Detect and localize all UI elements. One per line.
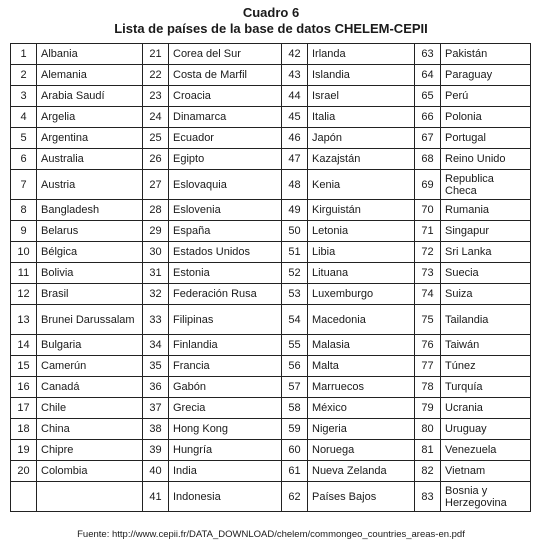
country-name: Francia (169, 356, 282, 377)
country-number: 39 (143, 440, 169, 461)
country-number: 72 (415, 242, 441, 263)
country-name: India (169, 461, 282, 482)
table-row (11, 305, 531, 335)
country-number: 44 (282, 86, 308, 107)
country-number: 19 (11, 440, 37, 461)
country-number: 60 (282, 440, 308, 461)
country-name: Argentina (37, 128, 143, 149)
country-number: 59 (282, 419, 308, 440)
country-number (11, 482, 37, 512)
country-name: Dinamarca (169, 107, 282, 128)
country-name: Irlanda (308, 44, 415, 65)
country-name: Bosnia y Herzegovina (441, 482, 531, 512)
table-row (11, 419, 531, 440)
country-number: 79 (415, 398, 441, 419)
country-name: Países Bajos (308, 482, 415, 512)
table-row (11, 170, 531, 200)
country-name: Luxemburgo (308, 284, 415, 305)
country-name: Vietnam (441, 461, 531, 482)
country-number: 67 (415, 128, 441, 149)
country-number: 70 (415, 200, 441, 221)
country-name: Bangladesh (37, 200, 143, 221)
country-name: Lituana (308, 263, 415, 284)
country-number: 47 (282, 149, 308, 170)
country-number: 65 (415, 86, 441, 107)
country-name: China (37, 419, 143, 440)
country-number: 75 (415, 305, 441, 335)
country-name: Argelia (37, 107, 143, 128)
country-number: 78 (415, 377, 441, 398)
country-name: México (308, 398, 415, 419)
country-number: 3 (11, 86, 37, 107)
table-title: Cuadro 6 (242, 5, 300, 20)
country-name: Ucrania (441, 398, 531, 419)
country-name: Brunei Darussalam (37, 305, 143, 335)
country-name: Eslovenia (169, 200, 282, 221)
country-number: 11 (11, 263, 37, 284)
country-number: 81 (415, 440, 441, 461)
country-name: Bélgica (37, 242, 143, 263)
countries-table-body (11, 44, 531, 512)
country-number: 17 (11, 398, 37, 419)
country-number: 35 (143, 356, 169, 377)
country-number: 1 (11, 44, 37, 65)
country-name: Belarus (37, 221, 143, 242)
country-name: Estados Unidos (169, 242, 282, 263)
country-number: 38 (143, 419, 169, 440)
country-number: 9 (11, 221, 37, 242)
country-name: Polonia (441, 107, 531, 128)
table-row (11, 149, 531, 170)
table-row (11, 440, 531, 461)
country-number: 48 (282, 170, 308, 200)
country-number: 4 (11, 107, 37, 128)
country-number: 68 (415, 149, 441, 170)
country-number: 55 (282, 335, 308, 356)
country-name: Paraguay (441, 65, 531, 86)
country-number: 8 (11, 200, 37, 221)
country-name: Taiwán (441, 335, 531, 356)
source-note: Fuente: http://www.cepii.fr/DATA_DOWNLOAD/chelem/commongeo_countries_areas-en.pdf (77, 529, 465, 540)
table-row (11, 461, 531, 482)
country-name: Costa de Marfil (169, 65, 282, 86)
country-name: España (169, 221, 282, 242)
country-number: 16 (11, 377, 37, 398)
country-number: 32 (143, 284, 169, 305)
table-row (11, 221, 531, 242)
country-name: Portugal (441, 128, 531, 149)
country-number: 74 (415, 284, 441, 305)
table-row (11, 356, 531, 377)
table-row (11, 44, 531, 65)
country-number: 46 (282, 128, 308, 149)
country-name: Japón (308, 128, 415, 149)
country-name: Rumania (441, 200, 531, 221)
country-name: Chipre (37, 440, 143, 461)
country-name: Noruega (308, 440, 415, 461)
country-number: 53 (282, 284, 308, 305)
country-name: Marruecos (308, 377, 415, 398)
country-name: Alemania (37, 65, 143, 86)
table-row (11, 65, 531, 86)
country-name: Nueva Zelanda (308, 461, 415, 482)
country-name: Suecia (441, 263, 531, 284)
country-number: 61 (282, 461, 308, 482)
country-number: 34 (143, 335, 169, 356)
country-name: Eslovaquia (169, 170, 282, 200)
country-name: Croacia (169, 86, 282, 107)
country-number: 5 (11, 128, 37, 149)
country-number: 64 (415, 65, 441, 86)
table-row (11, 107, 531, 128)
country-number: 10 (11, 242, 37, 263)
country-name: Kirguistán (308, 200, 415, 221)
country-name: Estonia (169, 263, 282, 284)
country-name: Malta (308, 356, 415, 377)
table-row (11, 398, 531, 419)
country-name: Brasil (37, 284, 143, 305)
country-name: Pakistán (441, 44, 531, 65)
country-number: 27 (143, 170, 169, 200)
country-name: Austria (37, 170, 143, 200)
country-number: 56 (282, 356, 308, 377)
country-name: Finlandia (169, 335, 282, 356)
country-name: Camerún (37, 356, 143, 377)
country-name: Filipinas (169, 305, 282, 335)
country-name: Reino Unido (441, 149, 531, 170)
country-number: 2 (11, 65, 37, 86)
table-row (11, 263, 531, 284)
country-number: 52 (282, 263, 308, 284)
country-number: 40 (143, 461, 169, 482)
country-number: 13 (11, 305, 37, 335)
country-name: Uruguay (441, 419, 531, 440)
country-number: 6 (11, 149, 37, 170)
country-name: Singapur (441, 221, 531, 242)
country-number: 49 (282, 200, 308, 221)
country-name: Corea del Sur (169, 44, 282, 65)
country-number: 33 (143, 305, 169, 335)
country-number: 42 (282, 44, 308, 65)
country-name: Macedonia (308, 305, 415, 335)
country-name: Republica Checa (441, 170, 531, 200)
country-name: Hungría (169, 440, 282, 461)
country-name: Nigeria (308, 419, 415, 440)
country-name: Canadá (37, 377, 143, 398)
country-number: 45 (282, 107, 308, 128)
country-name: Kenia (308, 170, 415, 200)
country-name: Venezuela (441, 440, 531, 461)
country-number: 57 (282, 377, 308, 398)
country-name: Federación Rusa (169, 284, 282, 305)
country-number: 31 (143, 263, 169, 284)
country-number: 76 (415, 335, 441, 356)
country-number: 77 (415, 356, 441, 377)
country-number: 43 (282, 65, 308, 86)
country-number: 15 (11, 356, 37, 377)
country-name: Australia (37, 149, 143, 170)
country-number: 23 (143, 86, 169, 107)
country-name: Italia (308, 107, 415, 128)
country-name: Gabón (169, 377, 282, 398)
country-name: Túnez (441, 356, 531, 377)
country-name: Israel (308, 86, 415, 107)
country-number: 66 (415, 107, 441, 128)
country-number: 62 (282, 482, 308, 512)
country-name: Perú (441, 86, 531, 107)
country-number: 41 (143, 482, 169, 512)
country-name: Turquía (441, 377, 531, 398)
country-name: Libia (308, 242, 415, 263)
country-name: Grecia (169, 398, 282, 419)
country-number: 36 (143, 377, 169, 398)
country-name: Kazajstán (308, 149, 415, 170)
country-number: 58 (282, 398, 308, 419)
table-row (11, 242, 531, 263)
country-number: 63 (415, 44, 441, 65)
country-name: Sri Lanka (441, 242, 531, 263)
countries-table (10, 43, 531, 512)
table-row (11, 335, 531, 356)
country-number: 25 (143, 128, 169, 149)
table-subtitle: Lista de países de la base de datos CHELEM-CEPII (114, 21, 428, 36)
country-name (37, 482, 143, 512)
table-row (11, 482, 531, 512)
country-number: 71 (415, 221, 441, 242)
country-number: 51 (282, 242, 308, 263)
country-number: 83 (415, 482, 441, 512)
country-name: Arabia Saudí (37, 86, 143, 107)
country-name: Indonesia (169, 482, 282, 512)
country-number: 82 (415, 461, 441, 482)
country-name: Hong Kong (169, 419, 282, 440)
country-number: 50 (282, 221, 308, 242)
country-number: 14 (11, 335, 37, 356)
country-number: 30 (143, 242, 169, 263)
country-number: 54 (282, 305, 308, 335)
country-name: Tailandia (441, 305, 531, 335)
country-name: Colombia (37, 461, 143, 482)
country-name: Ecuador (169, 128, 282, 149)
country-name: Albania (37, 44, 143, 65)
country-number: 69 (415, 170, 441, 200)
country-number: 7 (11, 170, 37, 200)
country-number: 29 (143, 221, 169, 242)
country-number: 73 (415, 263, 441, 284)
country-name: Egipto (169, 149, 282, 170)
table-row (11, 86, 531, 107)
table-row (11, 377, 531, 398)
country-name: Bulgaria (37, 335, 143, 356)
country-number: 12 (11, 284, 37, 305)
country-name: Bolivia (37, 263, 143, 284)
table-row (11, 200, 531, 221)
country-name: Suiza (441, 284, 531, 305)
country-number: 26 (143, 149, 169, 170)
country-number: 80 (415, 419, 441, 440)
country-number: 18 (11, 419, 37, 440)
table-heading (0, 5, 542, 37)
country-name: Islandia (308, 65, 415, 86)
table-row (11, 284, 531, 305)
country-number: 21 (143, 44, 169, 65)
country-name: Malasia (308, 335, 415, 356)
country-number: 22 (143, 65, 169, 86)
country-name: Chile (37, 398, 143, 419)
country-number: 24 (143, 107, 169, 128)
country-name: Letonia (308, 221, 415, 242)
table-row (11, 128, 531, 149)
country-number: 20 (11, 461, 37, 482)
country-number: 37 (143, 398, 169, 419)
country-number: 28 (143, 200, 169, 221)
